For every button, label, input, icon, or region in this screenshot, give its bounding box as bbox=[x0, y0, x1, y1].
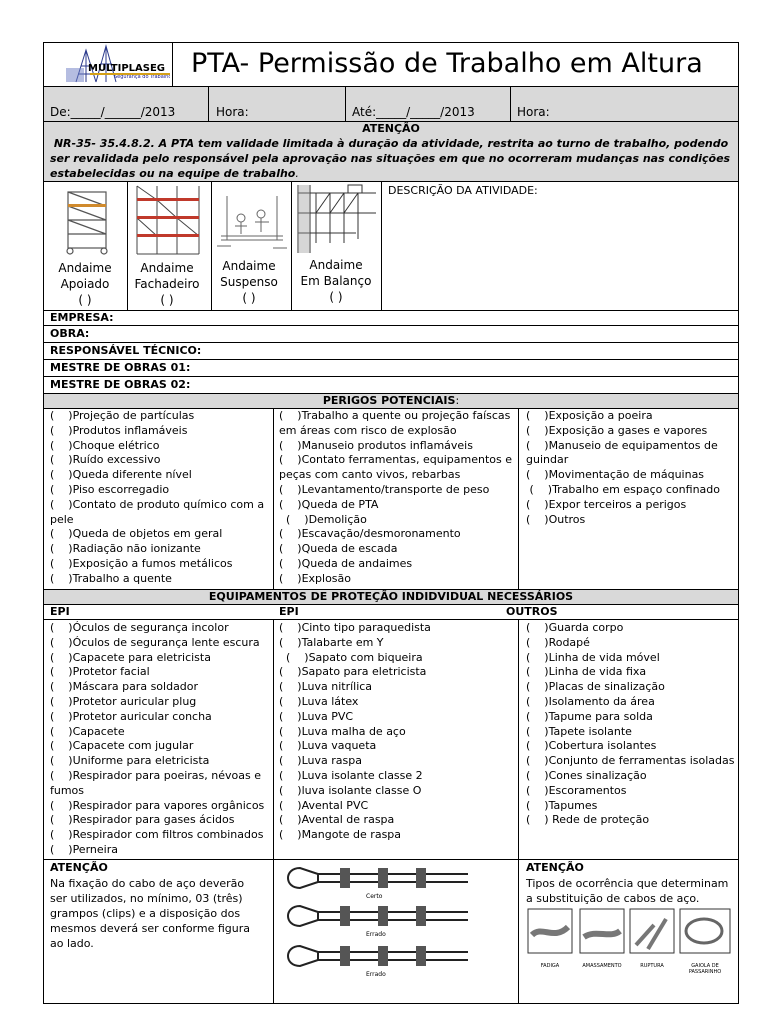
foreman-02-field[interactable]: MESTRE DE OBRAS 02: bbox=[50, 378, 191, 391]
hazard-checkbox-item[interactable]: ( )Trabalho a quente ou projeção faíscas em áreas com risco de explosão bbox=[279, 409, 514, 437]
footer-left-text: Na fixação do cabo de aço deverão ser utilizados, no mínimo, 03 (três) grampos (clips) e a disposição dos mesmos deverá ser conforme figura ao lado. bbox=[50, 877, 250, 950]
hazard-checkbox-item[interactable]: ( )Queda de escada bbox=[279, 542, 398, 556]
ppe-column-3 bbox=[526, 621, 736, 828]
other-equipment-checkbox-item[interactable]: ( )Rodapé bbox=[526, 635, 590, 649]
ppe-checkbox-item[interactable]: ( )Avental de raspa bbox=[279, 813, 395, 827]
notice-ref: NR-35- 35.4.8.2 bbox=[53, 137, 151, 150]
hazard-checkbox-item[interactable]: ( )Exposição a fumos metálicos bbox=[50, 556, 233, 570]
hazards-heading-colon: : bbox=[455, 394, 460, 407]
hazard-checkbox-item[interactable]: ( )Produtos inflamáveis bbox=[50, 423, 188, 437]
cable-label-3: Errado bbox=[366, 971, 386, 978]
scaffold-facade-checkbox[interactable]: ( ) bbox=[160, 293, 174, 307]
hazards-column-2 bbox=[279, 409, 515, 587]
other-equipment-checkbox-item[interactable]: ( )Escoramentos bbox=[526, 783, 627, 797]
technical-manager-field[interactable]: RESPONSÁVEL TÉCNICO: bbox=[50, 344, 202, 357]
hazard-checkbox-item[interactable]: ( )Projeção de partículas bbox=[50, 409, 195, 422]
scaffold-suspended-label2: Suspenso bbox=[220, 275, 278, 289]
ppe-checkbox-item[interactable]: ( )Protetor auricular plug bbox=[50, 694, 197, 708]
scaffold-suspended bbox=[209, 258, 289, 306]
hazard-checkbox-item[interactable]: ( )Demolição bbox=[279, 512, 367, 526]
scaffold-supported-image bbox=[60, 186, 114, 256]
logo-subtitle: Segurança do Trabalho bbox=[114, 74, 170, 80]
ppe-checkbox-item[interactable]: ( )Sapato para eletricista bbox=[279, 665, 427, 679]
other-equipment-checkbox-item[interactable]: ( )Conjunto de ferramentas isoladas bbox=[526, 754, 735, 768]
hazards-heading-text: PERIGOS POTENCIAIS bbox=[322, 394, 456, 407]
hazard-checkbox-item[interactable]: ( )Choque elétrico bbox=[50, 438, 160, 452]
other-equipment-checkbox-item[interactable]: ( )Tapumes bbox=[526, 798, 598, 812]
ppe-checkbox-item[interactable]: ( )Cinto tipo paraquedista bbox=[279, 621, 431, 634]
damage-label-1: FADIGA bbox=[540, 963, 560, 969]
scaffold-supported bbox=[45, 260, 125, 308]
scaffold-suspended-image bbox=[217, 196, 287, 254]
hazard-checkbox-item[interactable]: ( )Queda de PTA bbox=[279, 497, 379, 511]
hazard-checkbox-item[interactable]: ( )Manuseio de equipamentos de guindar bbox=[526, 438, 722, 467]
hazard-checkbox-item[interactable]: ( )Radiação não ionizante bbox=[50, 542, 201, 556]
ppe-checkbox-item[interactable]: ( )Capacete para eletricista bbox=[50, 650, 211, 664]
other-equipment-checkbox-item[interactable]: ( ) Rede de proteção bbox=[526, 813, 650, 827]
hazard-checkbox-item[interactable]: ( )Queda de objetos em geral bbox=[50, 527, 223, 541]
scaffold-cantilever-image bbox=[296, 183, 378, 255]
scaffold-cantilever-label1: Andaime bbox=[309, 258, 363, 272]
ppe-checkbox-item[interactable]: ( )Luva malha de aço bbox=[279, 724, 406, 738]
scaffold-cantilever-checkbox[interactable]: ( ) bbox=[329, 290, 343, 304]
hazard-checkbox-item[interactable]: ( )Exposição a poeira bbox=[526, 409, 653, 422]
hazard-checkbox-item[interactable]: ( )Piso escorregadio bbox=[50, 482, 170, 496]
ppe-checkbox-item[interactable]: ( )Uniforme para eletricista bbox=[50, 754, 210, 768]
ppe-checkbox-item[interactable]: ( )Óculos de segurança lente escura bbox=[50, 635, 260, 649]
hazard-checkbox-item[interactable]: ( )Trabalho em espaço confinado bbox=[526, 482, 720, 496]
notice-end: . bbox=[295, 167, 299, 180]
hazards-column-1 bbox=[50, 409, 272, 587]
cable-clip-diagram bbox=[278, 862, 514, 980]
ppe-checkbox-item[interactable]: ( )Máscara para soldador bbox=[50, 680, 199, 694]
hazard-checkbox-item[interactable]: ( )Queda de andaimes bbox=[279, 556, 413, 570]
ppe-column-1 bbox=[50, 621, 272, 858]
hazard-checkbox-item[interactable]: ( )Contato de produto químico com a pele bbox=[50, 497, 268, 526]
activity-description-label[interactable]: DESCRIÇÃO DA ATIVIDADE: bbox=[388, 184, 538, 197]
ppe-subheading-1: EPI bbox=[50, 605, 70, 618]
ppe-checkbox-item[interactable]: ( )Luva nitrílica bbox=[279, 680, 373, 694]
ppe-checkbox-item[interactable]: ( )Respirador para poeiras, névoas e fumos bbox=[50, 768, 265, 797]
other-equipment-checkbox-item[interactable]: ( )Linha de vida fixa bbox=[526, 665, 647, 679]
hazard-checkbox-item[interactable]: ( )Explosão bbox=[279, 571, 351, 585]
ppe-checkbox-item[interactable]: ( )Luva raspa bbox=[279, 754, 362, 768]
ppe-checkbox-item[interactable]: ( )Capacete com jugular bbox=[50, 739, 194, 753]
other-equipment-checkbox-item[interactable]: ( )Tapume para solda bbox=[526, 709, 653, 723]
scaffold-supported-label1: Andaime bbox=[58, 261, 112, 275]
hazard-checkbox-item[interactable]: ( )Exposição a gases e vapores bbox=[526, 423, 708, 437]
ppe-checkbox-item[interactable]: ( )Sapato com biqueira bbox=[279, 650, 423, 664]
notice-text bbox=[50, 136, 734, 181]
scaffold-cantilever bbox=[296, 257, 376, 305]
ppe-checkbox-item[interactable]: ( )Avental PVC bbox=[279, 798, 369, 812]
scaffold-supported-label2: Apoiado bbox=[60, 277, 110, 291]
damage-label-4: GAIOLA DE PASSARINHO bbox=[688, 963, 722, 975]
footer-right-heading: ATENÇÃO bbox=[526, 861, 584, 874]
hazard-checkbox-item[interactable]: ( )Contato ferramentas, equipamentos e peças com canto vivos, rebarbas bbox=[279, 453, 516, 482]
other-equipment-checkbox-item[interactable]: ( )Tapete isolante bbox=[526, 724, 632, 738]
hazard-checkbox-item[interactable]: ( )Manuseio produtos inflamáveis bbox=[279, 438, 473, 452]
ppe-checkbox-item[interactable]: ( )Capacete bbox=[50, 724, 125, 738]
hazard-checkbox-item[interactable]: ( )Outros bbox=[526, 512, 586, 526]
hazards-heading bbox=[43, 394, 739, 408]
scaffold-cantilever-label2: Em Balanço bbox=[300, 274, 372, 288]
other-equipment-checkbox-item[interactable]: ( )Cones sinalização bbox=[526, 768, 647, 782]
ppe-checkbox-item[interactable]: ( )Respirador para gases ácidos bbox=[50, 813, 235, 827]
ppe-column-2 bbox=[279, 621, 515, 843]
ppe-heading: EQUIPAMENTOS DE PROTEÇÃO INDIDVIDUAL NECESSÁRIOS bbox=[208, 590, 574, 603]
hazard-checkbox-item[interactable]: ( )Ruído excessivo bbox=[50, 453, 161, 467]
ppe-subheading-3: OUTROS bbox=[506, 605, 558, 618]
ppe-checkbox-item[interactable]: ( )luva isolante classe O bbox=[279, 783, 422, 797]
other-equipment-checkbox-item[interactable]: ( )Isolamento da área bbox=[526, 694, 655, 708]
date-from[interactable]: De:_____/______/2013 bbox=[50, 105, 176, 119]
ppe-checkbox-item[interactable]: ( )Luva PVC bbox=[279, 709, 354, 723]
ppe-subheading-2: EPI bbox=[279, 605, 299, 618]
notice-body: . A PTA tem validade limitada à duração da atividade, restrita ao turno de trabalho, podendo ser revalidada pelo responsável pela aprovação nas situações em que no ocorreram mudanças nas condições estabelecidas ou na equipe de trabalho bbox=[50, 137, 731, 180]
other-equipment-checkbox-item[interactable]: ( )Cobertura isolantes bbox=[526, 739, 657, 753]
hazards-column-3 bbox=[526, 409, 736, 527]
other-equipment-checkbox-item[interactable]: ( )Linha de vida móvel bbox=[526, 650, 660, 664]
other-equipment-checkbox-item[interactable]: ( )Guarda corpo bbox=[526, 621, 624, 634]
ppe-checkbox-item[interactable]: ( )Talabarte em Y bbox=[279, 635, 384, 649]
ppe-checkbox-item[interactable]: ( )Perneira bbox=[50, 842, 118, 856]
cable-damage-images bbox=[526, 905, 734, 975]
notice-heading: ATENÇÃO bbox=[362, 122, 420, 135]
site-field[interactable]: OBRA: bbox=[50, 327, 90, 340]
scaffold-supported-checkbox[interactable]: ( ) bbox=[78, 293, 92, 307]
scaffold-facade bbox=[127, 260, 207, 308]
scaffold-facade-label1: Andaime bbox=[140, 261, 194, 275]
damage-label-2: AMASSAMENTO bbox=[582, 963, 622, 969]
ppe-checkbox-item[interactable]: ( )Respirador com filtros combinados bbox=[50, 828, 264, 842]
company-field[interactable]: EMPRESA: bbox=[50, 311, 114, 324]
ppe-checkbox-item[interactable]: ( )Protetor facial bbox=[50, 665, 150, 679]
foreman-01-field[interactable]: MESTRE DE OBRAS 01: bbox=[50, 361, 191, 374]
page-title: PTA- Permissão de Trabalho em Altura bbox=[191, 48, 703, 79]
hazard-checkbox-item[interactable]: ( )Expor terceiros a perigos bbox=[526, 497, 687, 511]
date-to[interactable]: Até:_____/_____/2013 bbox=[352, 105, 475, 119]
ppe-checkbox-item[interactable]: ( )Óculos de segurança incolor bbox=[50, 621, 229, 634]
ppe-checkbox-item[interactable]: ( )Luva isolante classe 2 bbox=[279, 768, 423, 782]
ppe-checkbox-item[interactable]: ( )Respirador para vapores orgânicos bbox=[50, 798, 265, 812]
footer-right-text: Tipos de ocorrência que determinam a substituição de cabos de aço. bbox=[526, 877, 729, 905]
cable-label-2: Errado bbox=[366, 931, 386, 938]
scaffold-facade-image bbox=[133, 184, 205, 256]
ppe-checkbox-item[interactable]: ( )Luva vaqueta bbox=[279, 739, 377, 753]
hazard-checkbox-item[interactable]: ( )Movimentação de máquinas bbox=[526, 468, 705, 482]
hazard-checkbox-item[interactable]: ( )Levantamento/transporte de peso bbox=[279, 482, 490, 496]
scaffold-suspended-label1: Andaime bbox=[222, 259, 276, 273]
scaffold-facade-label2: Fachadeiro bbox=[134, 277, 200, 291]
hazard-checkbox-item[interactable]: ( )Queda diferente nível bbox=[50, 468, 192, 482]
hazard-checkbox-item[interactable]: ( )Escavação/desmoronamento bbox=[279, 527, 461, 541]
hazard-checkbox-item[interactable]: ( )Trabalho a quente bbox=[50, 571, 172, 585]
time-from[interactable]: Hora: bbox=[216, 105, 249, 119]
company-logo bbox=[66, 44, 170, 84]
footer-left-heading: ATENÇÃO bbox=[50, 861, 108, 874]
ppe-checkbox-item[interactable]: ( )Mangote de raspa bbox=[279, 828, 402, 842]
ppe-checkbox-item[interactable]: ( )Luva látex bbox=[279, 694, 359, 708]
time-to[interactable]: Hora: bbox=[517, 105, 550, 119]
scaffold-suspended-checkbox[interactable]: ( ) bbox=[242, 291, 256, 305]
cable-label-1: Certo bbox=[366, 893, 383, 900]
damage-label-3: RUPTURA bbox=[640, 963, 664, 969]
header-divider bbox=[172, 42, 173, 87]
other-equipment-checkbox-item[interactable]: ( )Placas de sinalização bbox=[526, 680, 665, 694]
logo-text: MULTIPLASEG bbox=[88, 63, 166, 74]
ppe-checkbox-item[interactable]: ( )Protetor auricular concha bbox=[50, 709, 212, 723]
